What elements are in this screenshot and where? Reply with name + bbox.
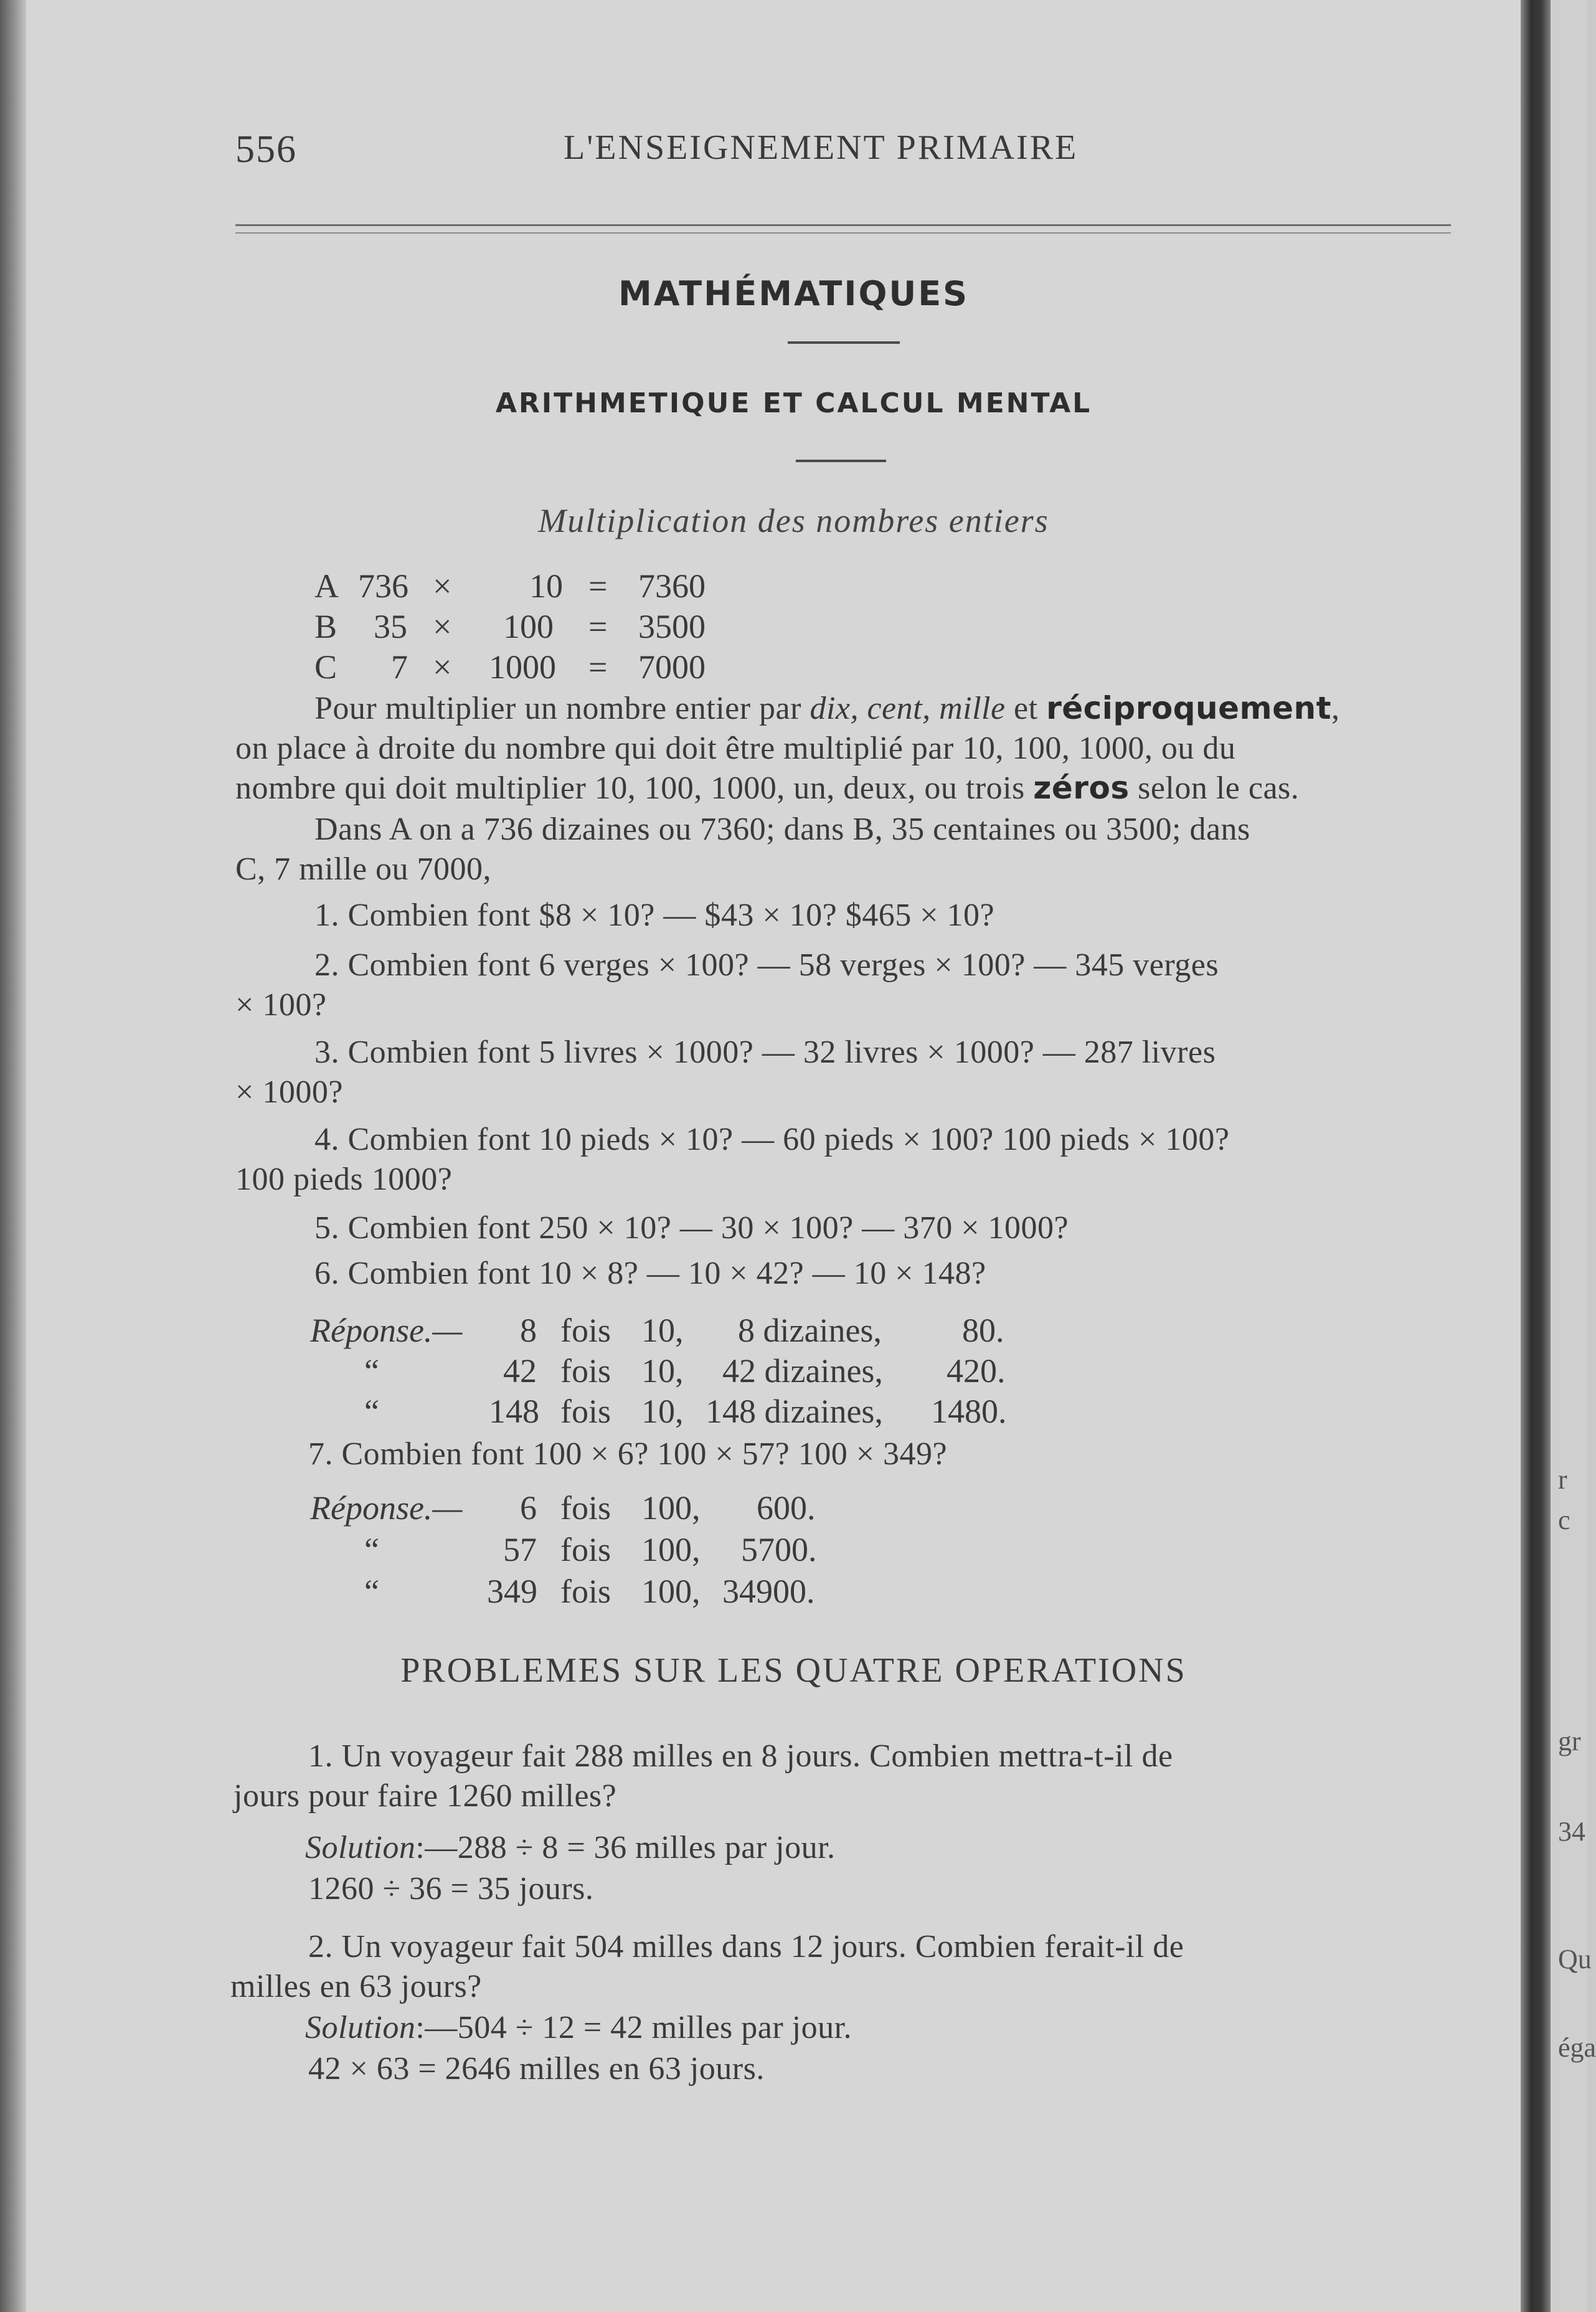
question-4: 4. Combien font 10 pieds × 10? — 60 pieds × 100? 100 pieds × 100? [314, 1122, 1230, 1157]
adjacent-page-fragment: gr [1558, 1726, 1581, 1756]
times-sign: × [433, 648, 452, 686]
subtitle-divider [796, 460, 886, 462]
equation-row [0, 607, 1587, 647]
equation-row [0, 567, 1587, 607]
equation-operand: 1000 [489, 648, 556, 686]
question-6: 6. Combien font 10 × 8? — 10 × 42? — 10 × 148? [314, 1256, 986, 1291]
section2-title: PROBLEMES SUR LES QUATRE OPERATIONS [400, 1651, 1187, 1690]
answer-value: 8 [520, 1312, 537, 1349]
answer-word: fois [560, 1573, 611, 1610]
answer-label: Réponse.— [310, 1489, 463, 1527]
header-rule [235, 224, 1451, 234]
equals-sign: = [588, 567, 608, 605]
times-sign: × [433, 567, 452, 605]
book-gutter [1521, 0, 1551, 2312]
adjacent-page-fragment: Qu [1558, 1944, 1592, 1974]
answer-value: 10, [641, 1312, 684, 1349]
rule-line [235, 770, 1299, 807]
answer-value: 42 dizaines, [722, 1352, 883, 1390]
answer-value: 100, [641, 1531, 701, 1568]
rule-text: et [1005, 691, 1047, 726]
equation-row [0, 648, 1587, 688]
answer-row [0, 1392, 1587, 1432]
question-4-cont: 100 pieds 1000? [235, 1162, 453, 1197]
answer-label: Réponse.— [310, 1312, 463, 1349]
ditto-mark: “ [364, 1352, 379, 1390]
answer-row [0, 1311, 1587, 1351]
equation-operand: 35 [374, 608, 407, 645]
answer-row [0, 1352, 1587, 1391]
rule-text: Pour multiplier un nombre entier par [314, 691, 810, 726]
question-5: 5. Combien font 250 × 10? — 30 × 100? — 370 × 1000? [314, 1210, 1069, 1246]
topic-title: Multiplication des nombres entiers [538, 502, 1049, 539]
problem-2-solution-step: 42 × 63 = 2646 milles en 63 jours. [308, 2051, 765, 2087]
ditto-mark: “ [364, 1393, 379, 1430]
solution-text: :—288 ÷ 8 = 36 milles par jour. [415, 1830, 836, 1865]
answer-value: 148 [489, 1393, 539, 1430]
answer-value: 100, [641, 1489, 701, 1527]
adjacent-page [1551, 0, 1596, 2312]
ditto-mark: “ [364, 1531, 379, 1568]
rule-text-bold: réciproquement [1046, 690, 1332, 726]
page-edge-shadow [0, 0, 26, 2312]
problem-1-cont: jours pour faire 1260 milles? [234, 1778, 617, 1814]
answer-result: 420. [947, 1352, 1006, 1390]
adjacent-page-fragment: c [1558, 1505, 1570, 1535]
equation-operand: 736 [358, 567, 408, 605]
answer-value: 42 [503, 1352, 537, 1390]
rule-line [314, 690, 1340, 727]
equation-label: C [314, 648, 338, 686]
answer-result: 5700. [741, 1531, 817, 1568]
answer-word: fois [560, 1489, 611, 1527]
answer-word: fois [560, 1352, 611, 1390]
answer-value: 148 dizaines, [706, 1393, 883, 1430]
question-3: 3. Combien font 5 livres × 1000? — 32 livres × 1000? — 287 livres [314, 1035, 1216, 1070]
problem-2-cont: milles en 63 jours? [230, 1969, 482, 2004]
question-2-cont: × 100? [235, 987, 327, 1023]
problem-1: 1. Un voyageur fait 288 milles en 8 jours. Combien mettra-t-il de [308, 1738, 1173, 1774]
solution-label: Solution [305, 2010, 416, 2045]
answer-word: fois [560, 1393, 611, 1430]
adjacent-page-fragment: 34 [1558, 1816, 1585, 1847]
answer-row [0, 1489, 1587, 1528]
rule-text-italic: dix, cent, mille [810, 691, 1006, 726]
equation-result: 7000 [638, 648, 706, 686]
answer-value: 8 dizaines, [738, 1312, 882, 1349]
question-1: 1. Combien font $8 × 10? — $43 × 10? $465 × 10? [314, 898, 995, 933]
rule-text: , [1331, 691, 1340, 726]
equation-result: 7360 [638, 567, 706, 605]
answer-value: 349 [487, 1573, 537, 1610]
equals-sign: = [588, 608, 608, 645]
answer-value: 57 [503, 1531, 537, 1568]
ditto-mark: “ [364, 1573, 379, 1610]
rule-line: on place à droite du nombre qui doit être multiplié par 10, 100, 1000, ou du [235, 731, 1236, 766]
question-3-cont: × 1000? [235, 1074, 343, 1110]
solution-label: Solution [305, 1830, 416, 1865]
answer-value: 6 [520, 1489, 537, 1527]
explanation-line: C, 7 mille ou 7000, [235, 851, 492, 887]
problem-2-solution [305, 2009, 852, 2046]
title-divider [788, 341, 900, 344]
equation-operand: 7 [391, 648, 408, 686]
answer-value: 100, [641, 1573, 701, 1610]
section-title: MATHÉMATIQUES [618, 274, 970, 313]
rule-text-bold: zéros [1033, 770, 1130, 806]
adjacent-page-fragment: éga [1558, 2032, 1596, 2063]
running-title: L'ENSEIGNEMENT PRIMAIRE [564, 128, 1079, 167]
equation-operand: 10 [529, 567, 563, 605]
page-number: 556 [235, 128, 297, 171]
answer-value: 10, [641, 1352, 684, 1390]
answer-word: fois [560, 1312, 611, 1349]
subsection-title: ARITHMETIQUE ET CALCUL MENTAL [495, 387, 1092, 419]
answer-word: fois [560, 1531, 611, 1568]
answer-result: 1480. [931, 1393, 1007, 1430]
answer-result: 600. [757, 1489, 816, 1527]
answer-value: 10, [641, 1393, 684, 1430]
equation-operand: 100 [503, 608, 554, 645]
answer-result: 34900. [722, 1573, 815, 1610]
adjacent-page-fragment: r [1558, 1464, 1567, 1495]
problem-2: 2. Un voyageur fait 504 milles dans 12 jours. Combien ferait-il de [308, 1929, 1184, 1964]
running-header [0, 128, 1587, 178]
question-7: 7. Combien font 100 × 6? 100 × 57? 100 × 349? [308, 1436, 948, 1472]
equals-sign: = [588, 648, 608, 686]
equation-result: 3500 [638, 608, 706, 645]
answer-row [0, 1530, 1587, 1570]
solution-text: :—504 ÷ 12 = 42 milles par jour. [415, 2010, 852, 2045]
times-sign: × [433, 608, 452, 645]
question-2: 2. Combien font 6 verges × 100? — 58 verges × 100? — 345 verges [314, 947, 1219, 983]
problem-1-solution [305, 1829, 836, 1866]
problem-1-solution-step: 1260 ÷ 36 = 35 jours. [308, 1871, 594, 1907]
rule-text: selon le cas. [1129, 770, 1300, 806]
answer-row [0, 1572, 1587, 1612]
equation-label: A [314, 567, 339, 605]
rule-text: nombre qui doit multiplier 10, 100, 1000, un, deux, ou trois [235, 770, 1034, 806]
answer-result: 80. [962, 1312, 1004, 1349]
explanation-line: Dans A on a 736 dizaines ou 7360; dans B, 35 centaines ou 3500; dans [314, 812, 1250, 847]
equation-label: B [314, 608, 338, 645]
